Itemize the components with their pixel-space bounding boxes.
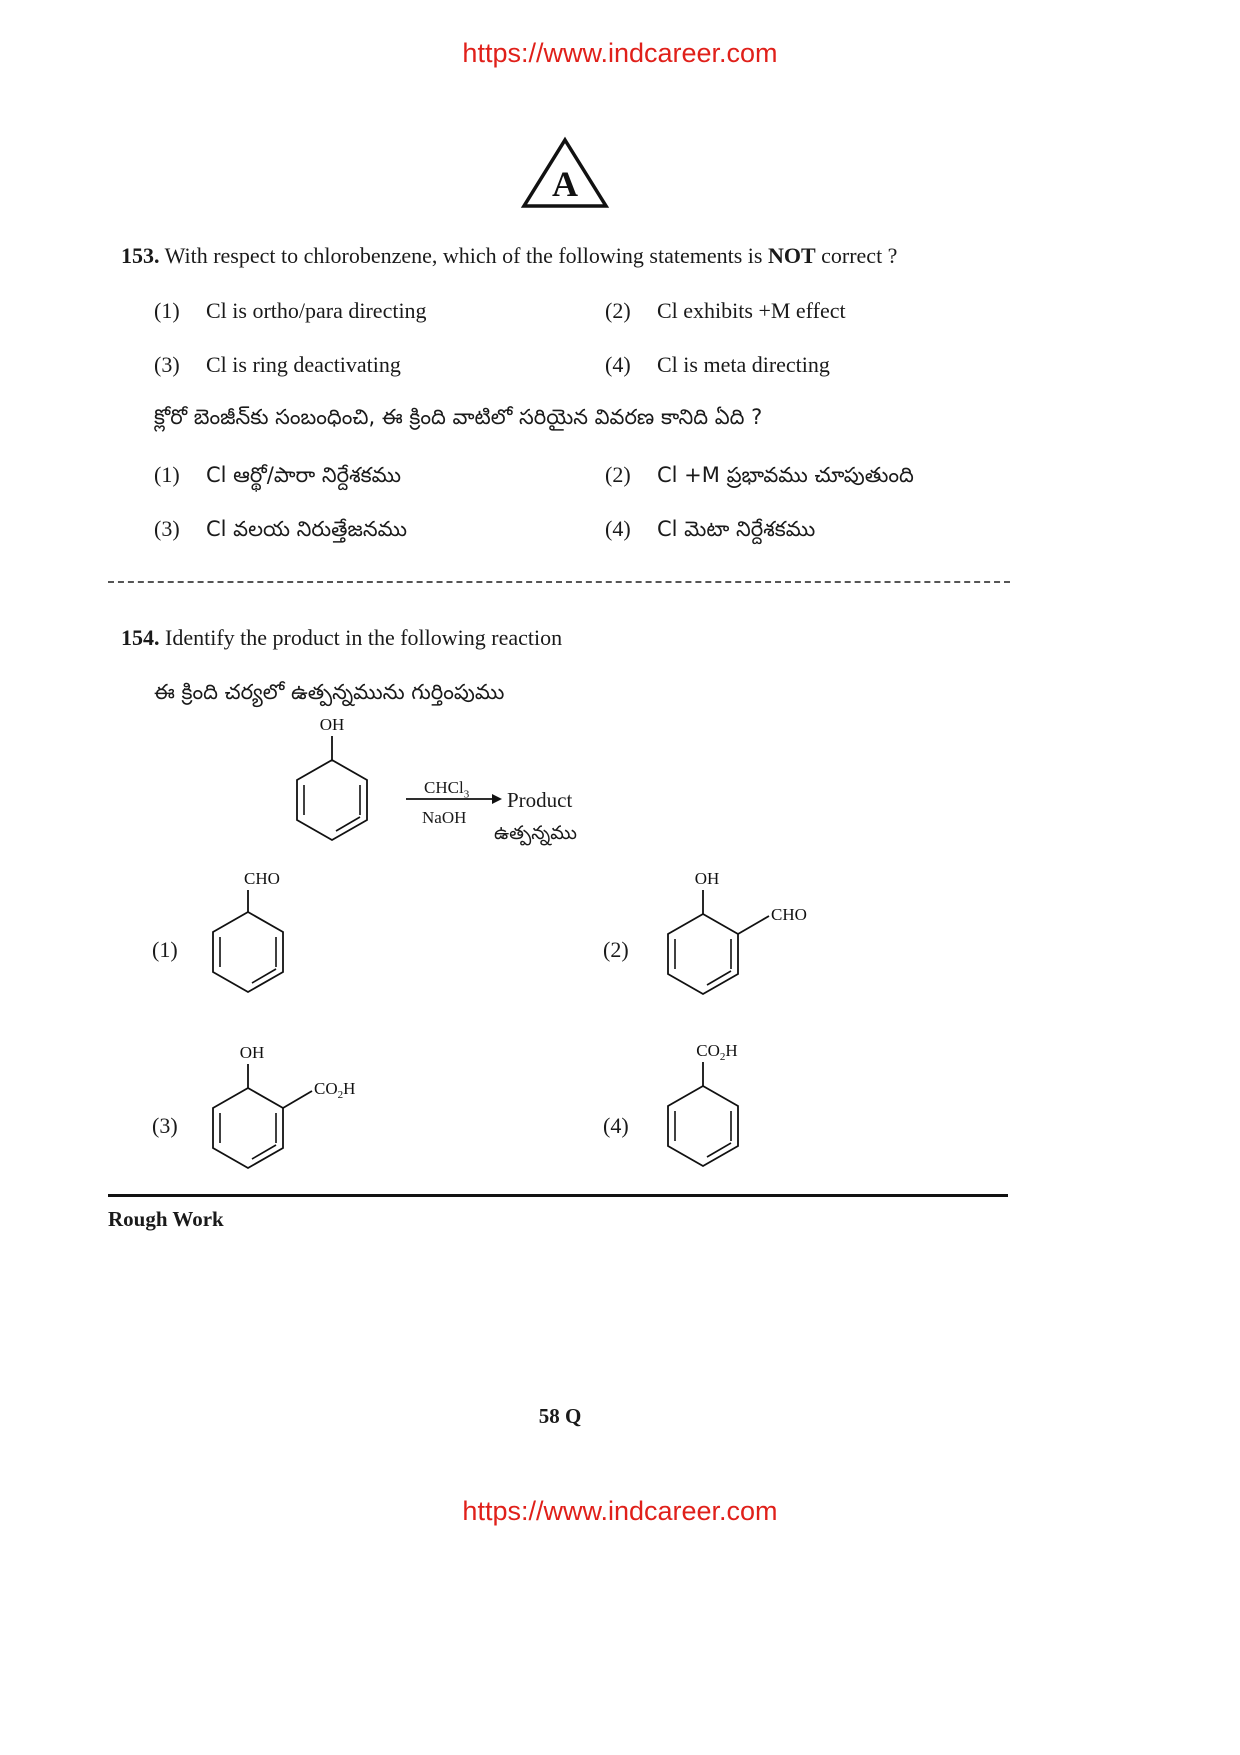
question-number: 154. bbox=[121, 625, 160, 650]
product-label-telugu: ఉత్పన్నము bbox=[494, 822, 577, 844]
substituent-label: $CO_2H$ bbox=[696, 1041, 738, 1063]
question-154: 154. Identify the product in the following reaction bbox=[121, 625, 563, 650]
q153-option-en-2[interactable]: (2) Cl exhibits +M effect bbox=[605, 298, 846, 323]
question-separator bbox=[108, 581, 1010, 583]
q154-option-4-number[interactable]: (4) bbox=[603, 1113, 629, 1138]
rough-work-label: Rough Work bbox=[108, 1207, 224, 1231]
substituent-label: CHO bbox=[244, 869, 280, 888]
reactant-label: OH bbox=[319, 715, 345, 734]
reagent-chcl3: CHCl$_3$ bbox=[424, 778, 470, 801]
reaction-arrow bbox=[404, 792, 504, 806]
q153-option-te-1[interactable]: (1) Cl ఆర్థో/పారా నిర్దేశకము bbox=[154, 462, 402, 487]
header-url[interactable]: https://www.indcareer.com bbox=[462, 38, 778, 68]
q154-option-3-number[interactable]: (3) bbox=[152, 1113, 178, 1138]
rough-work-rule bbox=[108, 1194, 1008, 1197]
reagent-naoh: NaOH bbox=[422, 808, 467, 827]
product-label: Product bbox=[507, 788, 573, 812]
q154-option-2-structure[interactable] bbox=[655, 866, 825, 1001]
q154-question-telugu: ఈ క్రింది చర్యలో ఉత్పన్నమును గుర్తింపుము bbox=[154, 680, 505, 704]
question-number: 153. bbox=[121, 243, 160, 268]
q153-option-en-1[interactable]: (1) Cl is ortho/para directing bbox=[154, 298, 427, 323]
phenol-structure bbox=[280, 712, 390, 842]
q154-option-1-structure[interactable] bbox=[200, 866, 310, 996]
booklet-code-badge bbox=[520, 136, 610, 210]
q153-option-en-3[interactable]: (3) Cl is ring deactivating bbox=[154, 352, 401, 377]
q154-option-2-number[interactable]: (2) bbox=[603, 937, 629, 962]
q154-option-3-structure[interactable] bbox=[200, 1040, 375, 1175]
booklet-code: A bbox=[552, 164, 578, 204]
substituent-label: OH bbox=[239, 1043, 265, 1062]
substituent-label: CHO bbox=[771, 905, 807, 924]
q154-option-4-structure[interactable] bbox=[655, 1036, 775, 1171]
q153-option-te-3[interactable]: (3) Cl వలయ నిరుత్తేజనము bbox=[154, 516, 408, 541]
q154-option-1-number[interactable]: (1) bbox=[152, 937, 178, 962]
footer-url[interactable]: https://www.indcareer.com bbox=[462, 1496, 778, 1526]
q153-option-te-4[interactable]: (4) Cl మెటా నిర్దేశకము bbox=[605, 516, 816, 541]
q153-question-telugu: క్లోరో బెంజీన్‌కు సంబంధించి, ఈ క్రింది వాటిలో సరియైన వివరణ కానిది ఏది ? bbox=[154, 405, 763, 429]
substituent-label: OH bbox=[694, 869, 720, 888]
q153-option-te-2[interactable]: (2) Cl +M ప్రభావము చూపుతుంది bbox=[605, 462, 914, 487]
page-number: 58 Q bbox=[538, 1404, 582, 1428]
q153-option-en-4[interactable]: (4) Cl is meta directing bbox=[605, 352, 830, 377]
question-153: 153. With respect to chlorobenzene, which of the following statements is NOT correct ? bbox=[121, 243, 898, 268]
substituent-label: $CO_2H$ bbox=[314, 1079, 356, 1101]
